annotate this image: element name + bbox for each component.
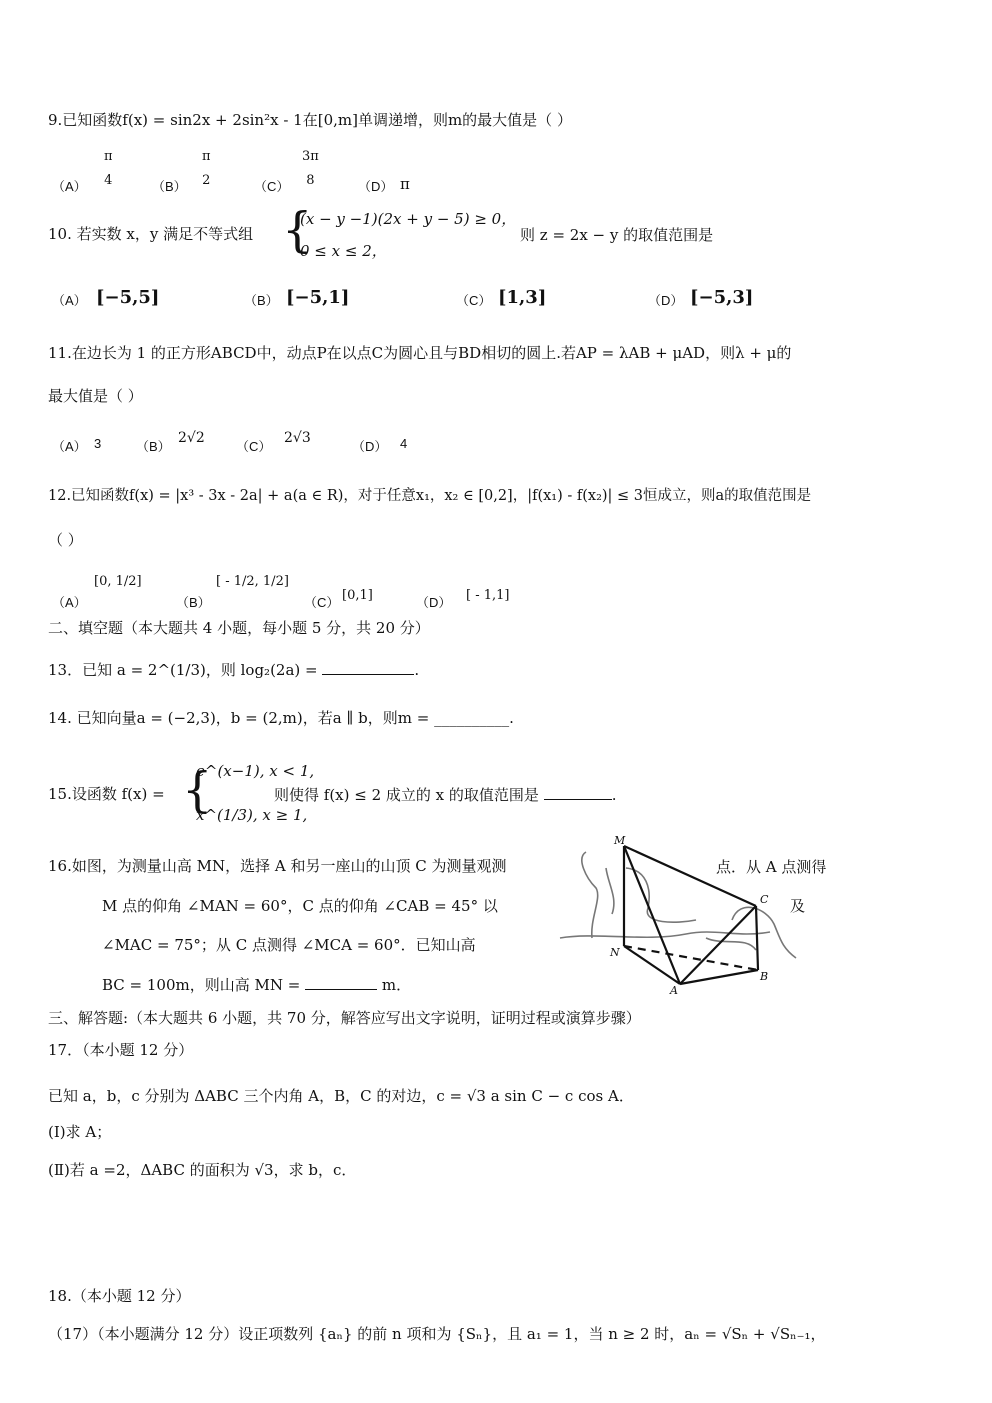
q10-prefix: 10. 若实数 x，y 满足不等式组 bbox=[48, 225, 254, 243]
q12-option-b-value: [ - 1/2, 1/2] bbox=[216, 574, 289, 589]
q11-option-c-value: 2√3 bbox=[284, 430, 311, 446]
q16-line1: 16.如图，为测量山高 MN，选择 A 和另一座山的山顶 C 为测量观测 bbox=[48, 857, 507, 875]
section-2-heading: 二、填空题（本大题共 4 小题，每小题 5 分，共 20 分） bbox=[48, 619, 430, 637]
label-B: B bbox=[760, 970, 769, 983]
segment-NB-dashed bbox=[624, 946, 758, 970]
q10-option-d-label: （D） bbox=[648, 293, 684, 308]
q14-stem: 14. 已知向量a = (−2,3)，b = (2,m)，若a ∥ b，则m = __________. bbox=[48, 709, 514, 727]
label-A: A bbox=[670, 984, 678, 997]
q10-option-c-label: （C） bbox=[456, 293, 492, 308]
label-C: C bbox=[760, 893, 769, 906]
q13-answer-blank[interactable] bbox=[322, 660, 414, 675]
q11-option-b-value: 2√2 bbox=[178, 430, 205, 446]
q18-title: 18.（本小题 12 分） bbox=[48, 1287, 191, 1305]
geometry-lines bbox=[624, 846, 758, 984]
q10-option-a-value: [−5,5] bbox=[96, 287, 160, 308]
mountain-figure bbox=[556, 828, 802, 1000]
q16-answer-blank[interactable] bbox=[305, 975, 377, 990]
section-3-heading: 三、解答题:（本大题共 6 小题，共 70 分，解答应写出文字说明，证明过程或演算步骤） bbox=[48, 1009, 641, 1027]
q12-option-d-value: [ - 1,1] bbox=[466, 588, 510, 603]
q13-text: 13．已知 a = 2^(1/3)，则 log₂(2a) = bbox=[48, 661, 318, 679]
q9-option-c-frac bbox=[298, 148, 323, 190]
q15-prefix: 15.设函数 f(x) = bbox=[48, 785, 165, 803]
q9-option-a-num: π bbox=[104, 149, 113, 164]
q16-line2b: 及 bbox=[790, 897, 806, 915]
q12-stem-line2: （ ） bbox=[48, 531, 83, 549]
q9-option-b-num: π bbox=[202, 149, 211, 164]
q16-line4-text: BC = 100m，则山高 MN = bbox=[102, 976, 301, 994]
q9-option-b-label: （B） bbox=[152, 179, 187, 194]
q11-option-a-value: 3 bbox=[94, 436, 102, 451]
q11-option-c-label: （C） bbox=[236, 439, 272, 454]
q18-stem: （17）（本小题满分 12 分）设正项数列 {aₙ} 的前 n 项和为 {Sₙ}，且 a₁ = 1，当 n ≥ 2 时，aₙ = √Sₙ + √Sₙ₋₁， bbox=[48, 1325, 826, 1343]
segment-CB bbox=[756, 906, 758, 970]
q13-stem bbox=[48, 660, 419, 680]
q11-option-b-label: （B） bbox=[136, 439, 171, 454]
q10-suffix: 则 z = 2x − y 的取值范围是 bbox=[520, 226, 714, 244]
q9-option-b-frac bbox=[198, 148, 215, 190]
q17-title: 17．（本小题 12 分） bbox=[48, 1041, 194, 1059]
q11-option-d-label: （D） bbox=[352, 439, 388, 454]
q12-option-d-label: （D） bbox=[416, 595, 452, 610]
label-M: M bbox=[614, 834, 626, 847]
q15-brace: { bbox=[182, 762, 213, 818]
q15-piece2: x^(1/3), x ≥ 1, bbox=[196, 806, 308, 824]
q17-part1: (Ⅰ)求 A； bbox=[48, 1123, 112, 1141]
q9-option-c-den: 8 bbox=[306, 173, 315, 188]
q12-option-c-value: [0,1] bbox=[342, 588, 373, 603]
q11-option-d-value: 4 bbox=[400, 436, 408, 451]
q10-option-c-value: [1,3] bbox=[498, 287, 547, 308]
q9-option-d-label: （D） bbox=[358, 179, 394, 194]
q9-option-c-label: （C） bbox=[254, 179, 290, 194]
sketch-mountain-face bbox=[606, 868, 614, 914]
q16-line2: M 点的仰角 ∠MAN = 60°，C 点的仰角 ∠CAB = 45° 以 bbox=[102, 897, 498, 915]
q9-stem: 9.已知函数f(x) = sin2x + 2sin²x - 1在[0,m]单调递增，则m的最大值是（ ） bbox=[48, 111, 572, 129]
q17-stem: 已知 a，b，c 分别为 ΔABC 三个内角 A，B，C 的对边，c = √3 a sin C − c cos A． bbox=[48, 1087, 634, 1105]
q12-option-a-value: [0, 1/2] bbox=[94, 574, 142, 589]
q9-option-d-value: π bbox=[400, 175, 410, 193]
q16-line1b: 点．从 A 点测得 bbox=[716, 858, 827, 876]
q13-end: . bbox=[414, 661, 420, 679]
q12-option-c-label: （C） bbox=[304, 595, 340, 610]
q10-option-a-label: （A） bbox=[52, 293, 87, 308]
q9-option-a-label: （A） bbox=[52, 179, 87, 194]
q15-end: . bbox=[611, 786, 617, 804]
q15-tail bbox=[274, 784, 616, 805]
q10-cond1: (x − y −1)(2x + y − 5) ≥ 0， bbox=[300, 210, 517, 228]
q15-answer-blank[interactable] bbox=[544, 785, 612, 800]
q12-option-b-label: （B） bbox=[176, 595, 211, 610]
q11-option-a-label: （A） bbox=[52, 439, 87, 454]
q9-option-a-den: 4 bbox=[104, 173, 113, 188]
q15-suffix: 则使得 f(x) ≤ 2 成立的 x 的取值范围是 bbox=[274, 786, 539, 804]
q11-stem-line1: 11.在边长为 1 的正方形ABCD中，动点P在以点C为圆心且与BD相切的圆上.若AP = λAB + μAD，则λ + μ的 bbox=[48, 344, 792, 362]
q10-option-b-value: [−5,1] bbox=[286, 287, 350, 308]
q16-line3: ∠MAC = 75°；从 C 点测得 ∠MCA = 60°．已知山高 bbox=[102, 936, 476, 954]
q12-option-a-label: （A） bbox=[52, 595, 87, 610]
q11-stem-line2: 最大值是（ ） bbox=[48, 387, 143, 405]
label-N: N bbox=[610, 946, 620, 959]
q9-option-c-num: 3π bbox=[302, 149, 319, 164]
q16-line4 bbox=[102, 974, 411, 995]
q17-part2: (Ⅱ)若 a =2，ΔABC 的面积为 √3，求 b，c． bbox=[48, 1161, 357, 1179]
q12-stem-line1: 12.已知函数f(x) = |x³ - 3x - 2a| + a(a ∈ R)，对于任意x₁，x₂ ∈ [0,2]，|f(x₁) - f(x₂)| ≤ 3恒成立，则a的取值范围是 bbox=[48, 488, 812, 504]
q10-option-d-value: [−5,3] bbox=[690, 287, 754, 308]
q10-option-b-label: （B） bbox=[244, 293, 279, 308]
q10-cond2: 0 ≤ x ≤ 2， bbox=[300, 242, 387, 260]
q16-line4-end: m． bbox=[381, 976, 412, 994]
q15-piece1: e^(x−1), x < 1, bbox=[196, 762, 315, 780]
q10-brace: { bbox=[282, 202, 313, 258]
q9-option-a-frac bbox=[100, 148, 117, 190]
q9-option-b-den: 2 bbox=[202, 173, 211, 188]
sketch-left-ridge bbox=[582, 852, 598, 938]
